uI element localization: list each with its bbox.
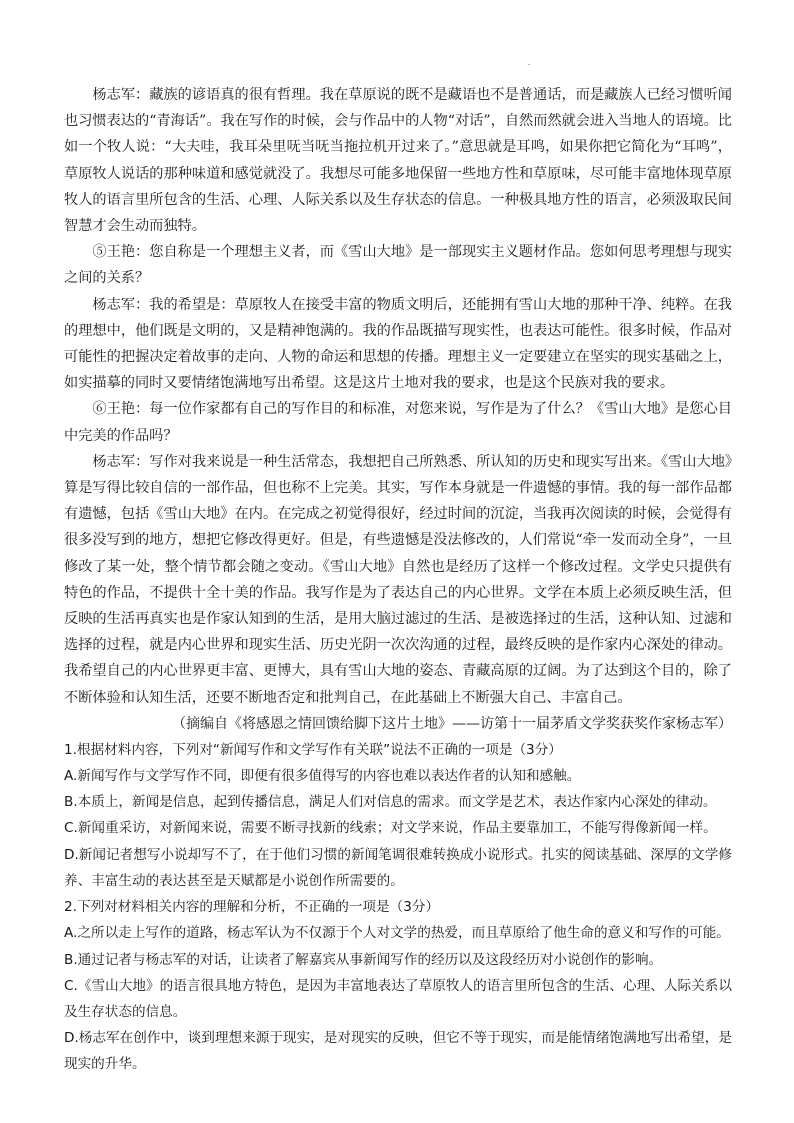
document-page — [64, 82, 732, 1078]
question-2 — [64, 894, 732, 1077]
option-b: B.本质上，新闻是信息，起到传播信息，满足人们对信息的需求。而文学是艺术，表达作家内心深处的律动。 — [64, 794, 717, 811]
option-a: A.新闻写作与文学写作不同，即便有很多值得写的内容也难以表达作者的认知和感触。 — [64, 768, 581, 785]
question-stem: 2.下列对材料相关内容的理解和分析，不正确的一项是（3分） — [64, 899, 440, 916]
page-mark — [528, 64, 530, 65]
interview-question: ⑥王艳：每一位作家都有自己的写作目的和标准，对您来说，写作是为了什么？《雪山大地》是您心目中完美的作品吗？ — [64, 401, 732, 444]
interview-paragraph: 杨志军：藏族的谚语真的很有哲理。我在草原说的既不是藏语也不是普通话，而是藏族人已经习惯听闻也习惯表达的“青海话”。我在写作的时候，会与作品中的人物“对话”，自然而然就会进入当地人的语境。比如一个牧人说：“大夫哇，我耳朵里呒当呒当拖拉机开过来了。”意思就是耳鸣，如果你把它简化为“耳鸣”，草原牧人说话的那种味道和感觉就没了。我想尽可能多地保留一些地方性和草原味，尽可能丰富地体现草原牧人的语言里所包含的生活、心理、人际关系以及生存状态的信息。一种极具地方性的语言，必须汲取民间智慧才会生动而独特。 — [64, 87, 732, 235]
interview-paragraph: 杨志军：写作对我来说是一种生活常态，我想把自己所熟悉、所认知的历史和现实写出来。《雪山大地》算是写得比较自信的一部作品，但也称不上完美。其实，写作本身就是一件遗憾的事情。我的每一部作品都有遗憾，包括《雪山大地》在内。在完成之初觉得很好，经过时间的沉淀，当我再次阅读的时候，会觉得有很多没写到的地方，想把它修改得更好。但是，有些遗憾是没法修改的，人们常说“牵一发而动全身”，一旦修改了某一处，整个情节都会随之变动。《雪山大地》自然也是经历了这样一个修改过程。文学史只提供有特色的作品，不提供十全十美的作品。我写作是为了表达自己的内心世界。文学在本质上必须反映生活，但反映的生活再真实也是作家认知到的生活，是用大脑过滤过的生活、是被选择过的生活，这种认知、过滤和选择的过程，就是内心世界和现实生活、历史光阴一次次沟通的过程，最终反映的是作家内心深处的律动。我希望自己的内心世界更丰富、更博大，具有雪山大地的姿态、青藏高原的辽阔。为了达到这个目的，除了不断体验和认知生活，还要不断地否定和批判自己，在此基础上不断强大自己、丰富自己。 — [64, 453, 732, 706]
question-stem: 1.根据材料内容，下列对“新闻写作和文学写作有关联”说法不正确的一项是（3分） — [64, 741, 562, 758]
option-a: A.之所以走上写作的道路，杨志军认为不仅源于个人对文学的热爱，而且草原给了他生命的意义和写作的可能。 — [64, 925, 730, 942]
option-d: D.新闻记者想写小说却写不了，在于他们习惯的新闻笔调很难转换成小说形式。扎实的阅读基础、深厚的文学修养、丰富生动的表达甚至是天赋都是小说创作所需要的。 — [64, 846, 732, 889]
interview-question: ⑤王艳：您自称是一个理想主义者，而《雪山大地》是一部现实主义题材作品。您如何思考理想与现实之间的关系？ — [64, 244, 732, 287]
option-c: C.新闻重采访，对新闻来说，需要不断寻找新的线索；对文学来说，作品主要靠加工，不能写得像新闻一样。 — [64, 820, 717, 837]
option-d: D.杨志军在创作中，谈到理想来源于现实，是对现实的反映，但它不等于现实，而是能情绪饱满地写出希望，是现实的升华。 — [64, 1030, 732, 1073]
option-b: B.通过记者与杨志军的对话，让读者了解嘉宾从事新闻写作的经历以及这段经历对小说创作的影响。 — [64, 951, 663, 968]
source-citation: （摘编自《将感恩之情回馈给脚下这片土地》——访第十一届茅盾文学奖获奖作家杨志军） — [172, 715, 732, 732]
question-1 — [64, 737, 732, 894]
option-c: C.《雪山大地》的语言很具地方特色，是因为丰富地表达了草原牧人的语言里所包含的生活、心理、人际关系以及生存状态的信息。 — [64, 977, 732, 1020]
interview-paragraph: 杨志军：我的希望是：草原牧人在接受丰富的物质文明后，还能拥有雪山大地的那种干净、纯粹。在我的理想中，他们既是文明的，又是精神饱满的。我的作品既描写现实性，也表达可能性。很多时候，作品对可能性的把握决定着故事的走向、人物的命运和思想的传播。理想主义一定要建立在坚实的现实基础之上，如实描摹的同时又要情绪饱满地写出希望。这是这片土地对我的要求，也是这个民族对我的要求。 — [64, 296, 732, 392]
